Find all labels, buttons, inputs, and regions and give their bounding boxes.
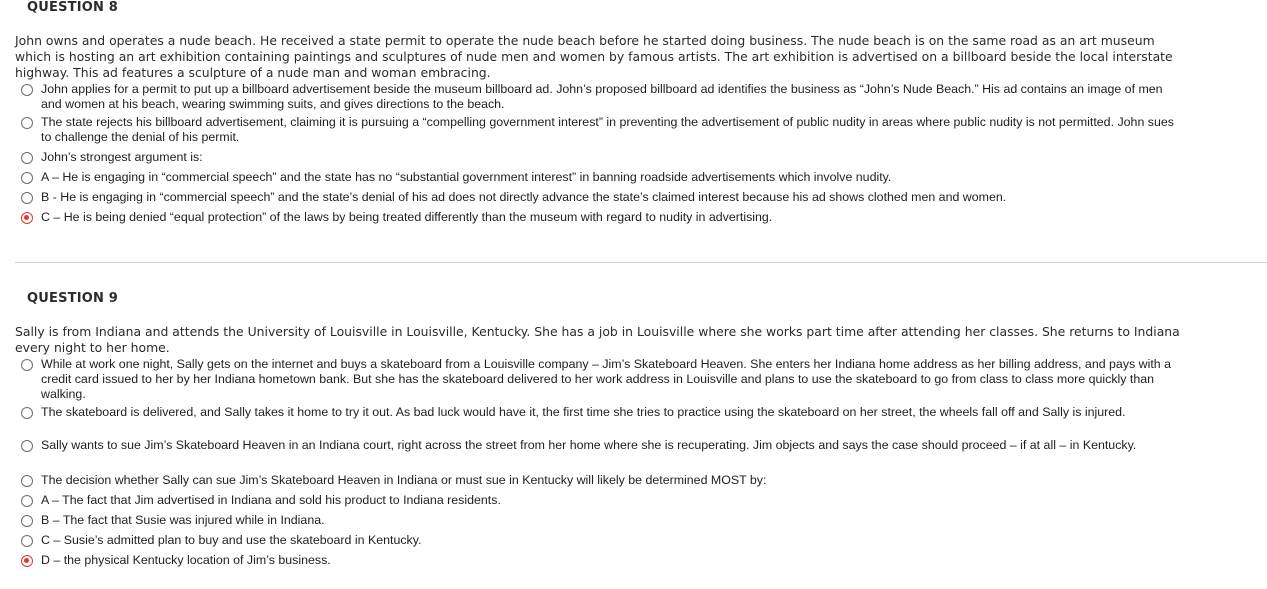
q9-option-2[interactable] <box>21 405 1191 420</box>
radio-button[interactable] <box>21 535 33 547</box>
radio-button[interactable] <box>21 117 33 129</box>
option-label: The skateboard is delivered, and Sally takes it home to try it out. As bad luck would have it, the first time she tries to practice using the skateboard on her street, the wheels fall off and Sally is injured. <box>41 405 1126 419</box>
q8-option-a[interactable] <box>21 170 1191 185</box>
option-label: The decision whether Sally can sue Jim’s Skateboard Heaven in Indiana or must sue in Kentucky will likely be determined MOST by: <box>41 473 767 487</box>
q9-option-b[interactable] <box>21 513 1191 528</box>
radio-button[interactable] <box>21 495 33 507</box>
radio-button[interactable] <box>21 152 33 164</box>
q8-option-1[interactable] <box>21 82 1191 112</box>
option-label: D – the physical Kentucky location of Jim’s business. <box>41 553 331 567</box>
radio-button[interactable] <box>21 84 33 96</box>
radio-button[interactable] <box>21 407 33 419</box>
option-label: The state rejects his billboard advertisement, claiming it is pursuing a “compelling government interest” in preventing the advertisement of public nudity in areas where public nudity is not permitted. John sues to challenge the denial of his permit. <box>41 115 1174 144</box>
question-9-stem: Sally is from Indiana and attends the University of Louisville in Louisville, Kentucky. She has a job in Louisville where she works part time after attending her classes. She returns to Indiana every night to her home. <box>15 324 1180 355</box>
option-label: A – The fact that Jim advertised in Indiana and sold his product to Indiana residents. <box>41 493 501 507</box>
option-label: C – Susie’s admitted plan to buy and use the skateboard in Kentucky. <box>41 533 422 547</box>
radio-button-selected[interactable] <box>21 555 33 567</box>
option-label: John applies for a permit to put up a billboard advertisement beside the museum billboard ad. John’s proposed billboard ad identifies the business as “John’s Nude Beach.” His ad contains an image of men and women at his beach, wearing swimming suits, and gives directions to the beach. <box>41 82 1163 111</box>
radio-button-selected[interactable] <box>21 212 33 224</box>
option-label: Sally wants to sue Jim’s Skateboard Heaven in an Indiana court, right across the street from her home where she is recuperating. Jim objects and says the case should proceed – if at all – in Kentucky. <box>41 438 1137 452</box>
q9-option-d[interactable] <box>21 553 1191 568</box>
q9-option-1[interactable] <box>21 357 1191 402</box>
q9-option-c[interactable] <box>21 533 1191 548</box>
radio-button[interactable] <box>21 192 33 204</box>
q8-option-b[interactable] <box>21 190 1191 205</box>
radio-button[interactable] <box>21 359 33 371</box>
q8-option-2[interactable] <box>21 115 1191 145</box>
radio-button[interactable] <box>21 172 33 184</box>
option-label: B - He is engaging in “commercial speech” and the state’s denial of his ad does not directly advance the state’s claimed interest because his ad shows clothed men and women. <box>41 190 1007 204</box>
question-9-title: QUESTION 9 <box>27 291 119 306</box>
option-label: While at work one night, Sally gets on the internet and buys a skateboard from a Louisville company – Jim’s Skateboard Heaven. She enters her Indiana home address as her billing address, and pays with a credit card issued to her by her Indiana hometown bank. But she has the skateboard delivered to her work address in Louisville and plans to use the skateboard to go from class to class more quickly than walking. <box>41 357 1172 401</box>
q9-option-a[interactable] <box>21 493 1191 508</box>
question-divider <box>15 262 1267 263</box>
option-label: B – The fact that Susie was injured while in Indiana. <box>41 513 325 527</box>
option-label: A – He is engaging in “commercial speech” and the state has no “substantial government interest” in banning roadside advertisements which involve nudity. <box>41 170 892 184</box>
radio-button[interactable] <box>21 440 33 452</box>
question-8-title: QUESTION 8 <box>27 0 119 15</box>
q9-option-3[interactable] <box>21 438 1191 453</box>
question-8-stem: John owns and operates a nude beach. He received a state permit to operate the nude beach before he started doing business. The nude beach is on the same road as an art museum which is hosting an art exhibition containing paintings and sculptures of nude men and women by famous artists. The art exhibition is advertised on a billboard beside the local interstate highway. This ad features a sculpture of a nude man and woman embracing. <box>15 33 1173 80</box>
q8-option-c[interactable] <box>21 210 1191 225</box>
radio-button[interactable] <box>21 515 33 527</box>
q9-option-4[interactable] <box>21 473 1191 488</box>
option-label: C – He is being denied “equal protection” of the laws by being treated differently than the museum with regard to nudity in advertising. <box>41 210 773 224</box>
option-label: John’s strongest argument is: <box>41 150 203 164</box>
q8-option-3[interactable] <box>21 150 1191 165</box>
radio-button[interactable] <box>21 475 33 487</box>
